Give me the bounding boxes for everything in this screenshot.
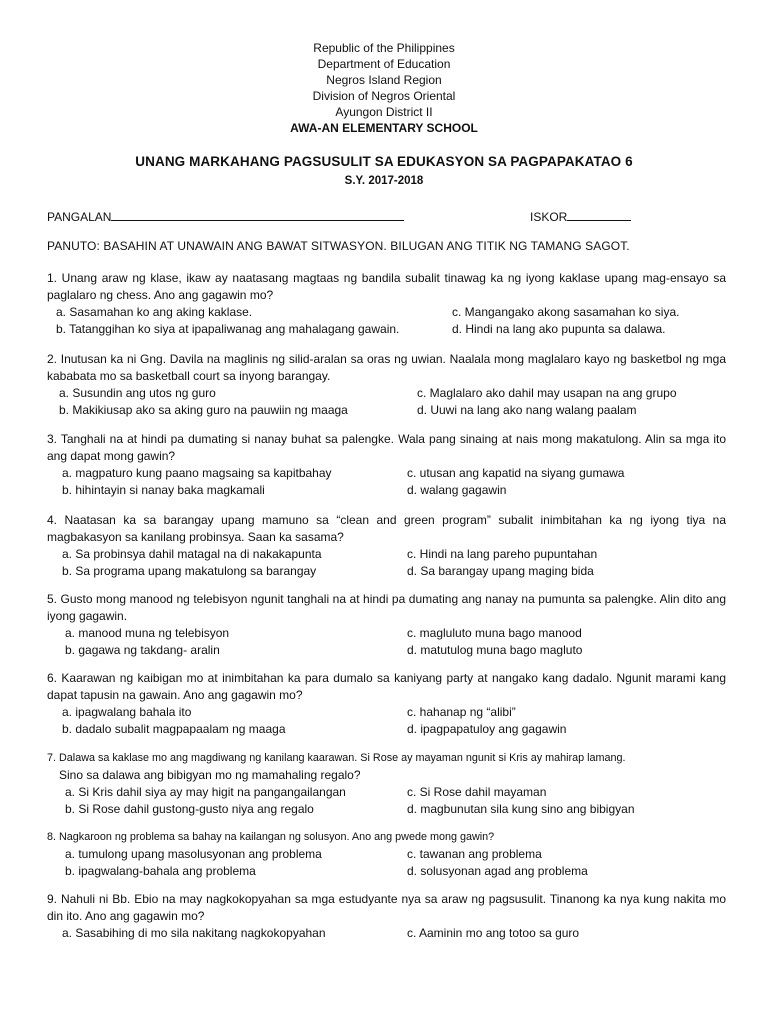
choice-a[interactable]: a. Sasabihing di mo sila nakitang nagkokopyahan <box>62 926 326 940</box>
choice-d[interactable]: d. Uuwi na lang ako nang walang paalam <box>417 403 637 417</box>
header-line-4: Division of Negros Oriental <box>312 89 456 103</box>
choice-d[interactable]: d. walang gagawin <box>407 483 507 497</box>
choice-c[interactable]: c. Hindi na lang pareho pupuntahan <box>407 547 598 561</box>
header-line-1: Republic of the Philippines <box>313 41 455 55</box>
choice-a[interactable]: a. Susundin ang utos ng guro <box>59 386 216 400</box>
question-stem: 2. Inutusan ka ni Gng. Davila na maglinis ng silid-aralan sa oras ng uwian. Naalala mong maglalaro kayo ng basketbol ng mga kababata mo sa basketball court sa inyong barangay. <box>47 352 726 383</box>
choice-c[interactable]: c. utusan ang kapatid na siyang gumawa <box>407 466 625 480</box>
choice-a[interactable]: a. magpaturo kung paano magsaing sa kapitbahay <box>62 466 332 480</box>
choice-c[interactable]: c. tawanan ang problema <box>407 847 542 861</box>
choice-d[interactable]: d. magbunutan sila kung sino ang bibigyan <box>407 802 635 816</box>
choice-b[interactable]: b. hihintayin si nanay baka magkamali <box>62 483 265 497</box>
header-line-5: Ayungon District II <box>335 105 433 119</box>
question-5 <box>47 591 726 659</box>
choice-d[interactable]: d. solusyonan agad ang problema <box>407 864 588 878</box>
choice-d[interactable]: d. Hindi na lang ako pupunta sa dalawa. <box>452 322 666 336</box>
question-8 <box>47 829 726 880</box>
choice-b[interactable]: b. Tatanggihan ko siya at ipapaliwanag ang mahalagang gawain. <box>56 322 400 336</box>
question-7 <box>47 750 726 818</box>
question-2 <box>47 351 726 419</box>
question-stem-continued: Sino sa dalawa ang bibigyan mo ng mamahaling regalo? <box>59 768 361 782</box>
choice-c[interactable]: c. Si Rose dahil mayaman <box>407 785 547 799</box>
name-blank[interactable] <box>111 209 404 221</box>
score-field[interactable] <box>530 209 631 224</box>
question-stem: 3. Tanghali na at hindi pa dumating si nanay buhat sa palengke. Wala pang sinaing at nais mong makatulong. Alin sa mga ito ang dapat mong gawin? <box>47 432 726 463</box>
question-stem: 5. Gusto mong manood ng telebisyon ngunit tanghali na at hindi pa dumating ang nanay na pumunta sa palengke. Alin dito ang iyong gagawin. <box>47 592 726 623</box>
question-stem: 4. Naatasan ka sa barangay upang mamuno sa “clean and green program” subalit inimbitahan ka ng iyong tiya na magbakasyon sa kanilang probinsya. Saan ka sasama? <box>47 513 726 544</box>
choice-c[interactable]: c. Aaminin mo ang totoo sa guro <box>407 926 580 940</box>
choice-d[interactable]: d. matutulog muna bago magluto <box>407 643 583 657</box>
choice-c[interactable]: c. hahanap ng “alibi” <box>407 705 516 719</box>
choice-d[interactable]: d. ipagpapatuloy ang gagawin <box>407 722 567 736</box>
choice-a[interactable]: a. Sasamahan ko ang aking kaklase. <box>56 305 253 319</box>
choice-b[interactable]: b. Sa programa upang makatulong sa barangay <box>62 564 317 578</box>
choice-a[interactable]: a. Si Kris dahil siya ay may higit na pangangailangan <box>65 785 346 799</box>
school-year: S.Y. 2017-2018 <box>344 175 424 187</box>
choice-d[interactable]: d. Sa barangay upang maging bida <box>407 564 594 578</box>
choice-b[interactable]: b. gagawa ng takdang- aralin <box>65 643 220 657</box>
choice-b[interactable]: b. Si Rose dahil gustong-gusto niya ang regalo <box>65 802 314 816</box>
choice-a[interactable]: a. tumulong upang masolusyonan ang problema <box>65 847 322 861</box>
name-field[interactable] <box>47 209 404 224</box>
header-line-3: Negros Island Region <box>326 73 442 87</box>
question-stem: 7. Dalawa sa kaklase mo ang magdiwang ng kanilang kaarawan. Si Rose ay mayaman ngunit si Kris ay mahirap lamang. <box>47 752 626 764</box>
choice-c[interactable]: c. Maglalaro ako dahil may usapan na ang grupo <box>417 386 677 400</box>
name-label: PANGALAN <box>47 210 112 224</box>
document-header <box>0 40 768 136</box>
question-1 <box>47 270 726 338</box>
score-label: ISKOR <box>530 210 568 224</box>
choice-a[interactable]: a. Sa probinsya dahil matagal na di nakakapunta <box>62 547 322 561</box>
choice-b[interactable]: b. ipagwalang-bahala ang problema <box>65 864 256 878</box>
question-stem: 1. Unang araw ng klase, ikaw ay naatasang magtaas ng bandila subalit tinawag ka ng iyong kaklase upang mag-ensayo sa paglalaro ng chess. Ano ang gagawin mo? <box>47 271 726 302</box>
choice-c[interactable]: c. magluluto muna bago manood <box>407 626 582 640</box>
header-line-2: Department of Education <box>317 57 451 71</box>
score-blank[interactable] <box>567 209 631 221</box>
choice-b[interactable]: b. dadalo subalit magpapaalam ng maaga <box>62 722 286 736</box>
question-stem: 9. Nahuli ni Bb. Ebio na may nagkokopyahan sa mga estudyante nya sa araw ng pagsusulit. Tinanong ka nya kung nakita mo din ito. Ano ang gagawin mo? <box>47 892 726 923</box>
exam-title: UNANG MARKAHANG PAGSUSULIT SA EDUKASYON SA PAGPAPAKATAO 6 <box>135 154 633 169</box>
instructions: PANUTO: BASAHIN AT UNAWAIN ANG BAWAT SITWASYON. BILUGAN ANG TITIK NG TAMANG SAGOT. <box>47 239 630 253</box>
question-6 <box>47 670 726 738</box>
choice-b[interactable]: b. Makikiusap ako sa aking guro na pauwiin ng maaga <box>59 403 348 417</box>
choice-a[interactable]: a. manood muna ng telebisyon <box>65 626 230 640</box>
question-9 <box>47 891 726 959</box>
school-name: AWA-AN ELEMENTARY SCHOOL <box>290 121 478 135</box>
question-3 <box>47 431 726 499</box>
choice-c[interactable]: c. Mangangako akong sasamahan ko siya. <box>452 305 680 319</box>
question-stem: 6. Kaarawan ng kaibigan mo at inimbitahan ka para dumalo sa kaniyang party at nangako kang dadalo. Ngunit marami kang dapat tapusin na gawain. Ano ang gagawin mo? <box>47 671 726 702</box>
question-4 <box>47 512 726 580</box>
choice-a[interactable]: a. ipagwalang bahala ito <box>62 705 192 719</box>
question-stem: 8. Nagkaroon ng problema sa bahay na kailangan ng solusyon. Ano ang pwede mong gawin? <box>47 831 495 843</box>
